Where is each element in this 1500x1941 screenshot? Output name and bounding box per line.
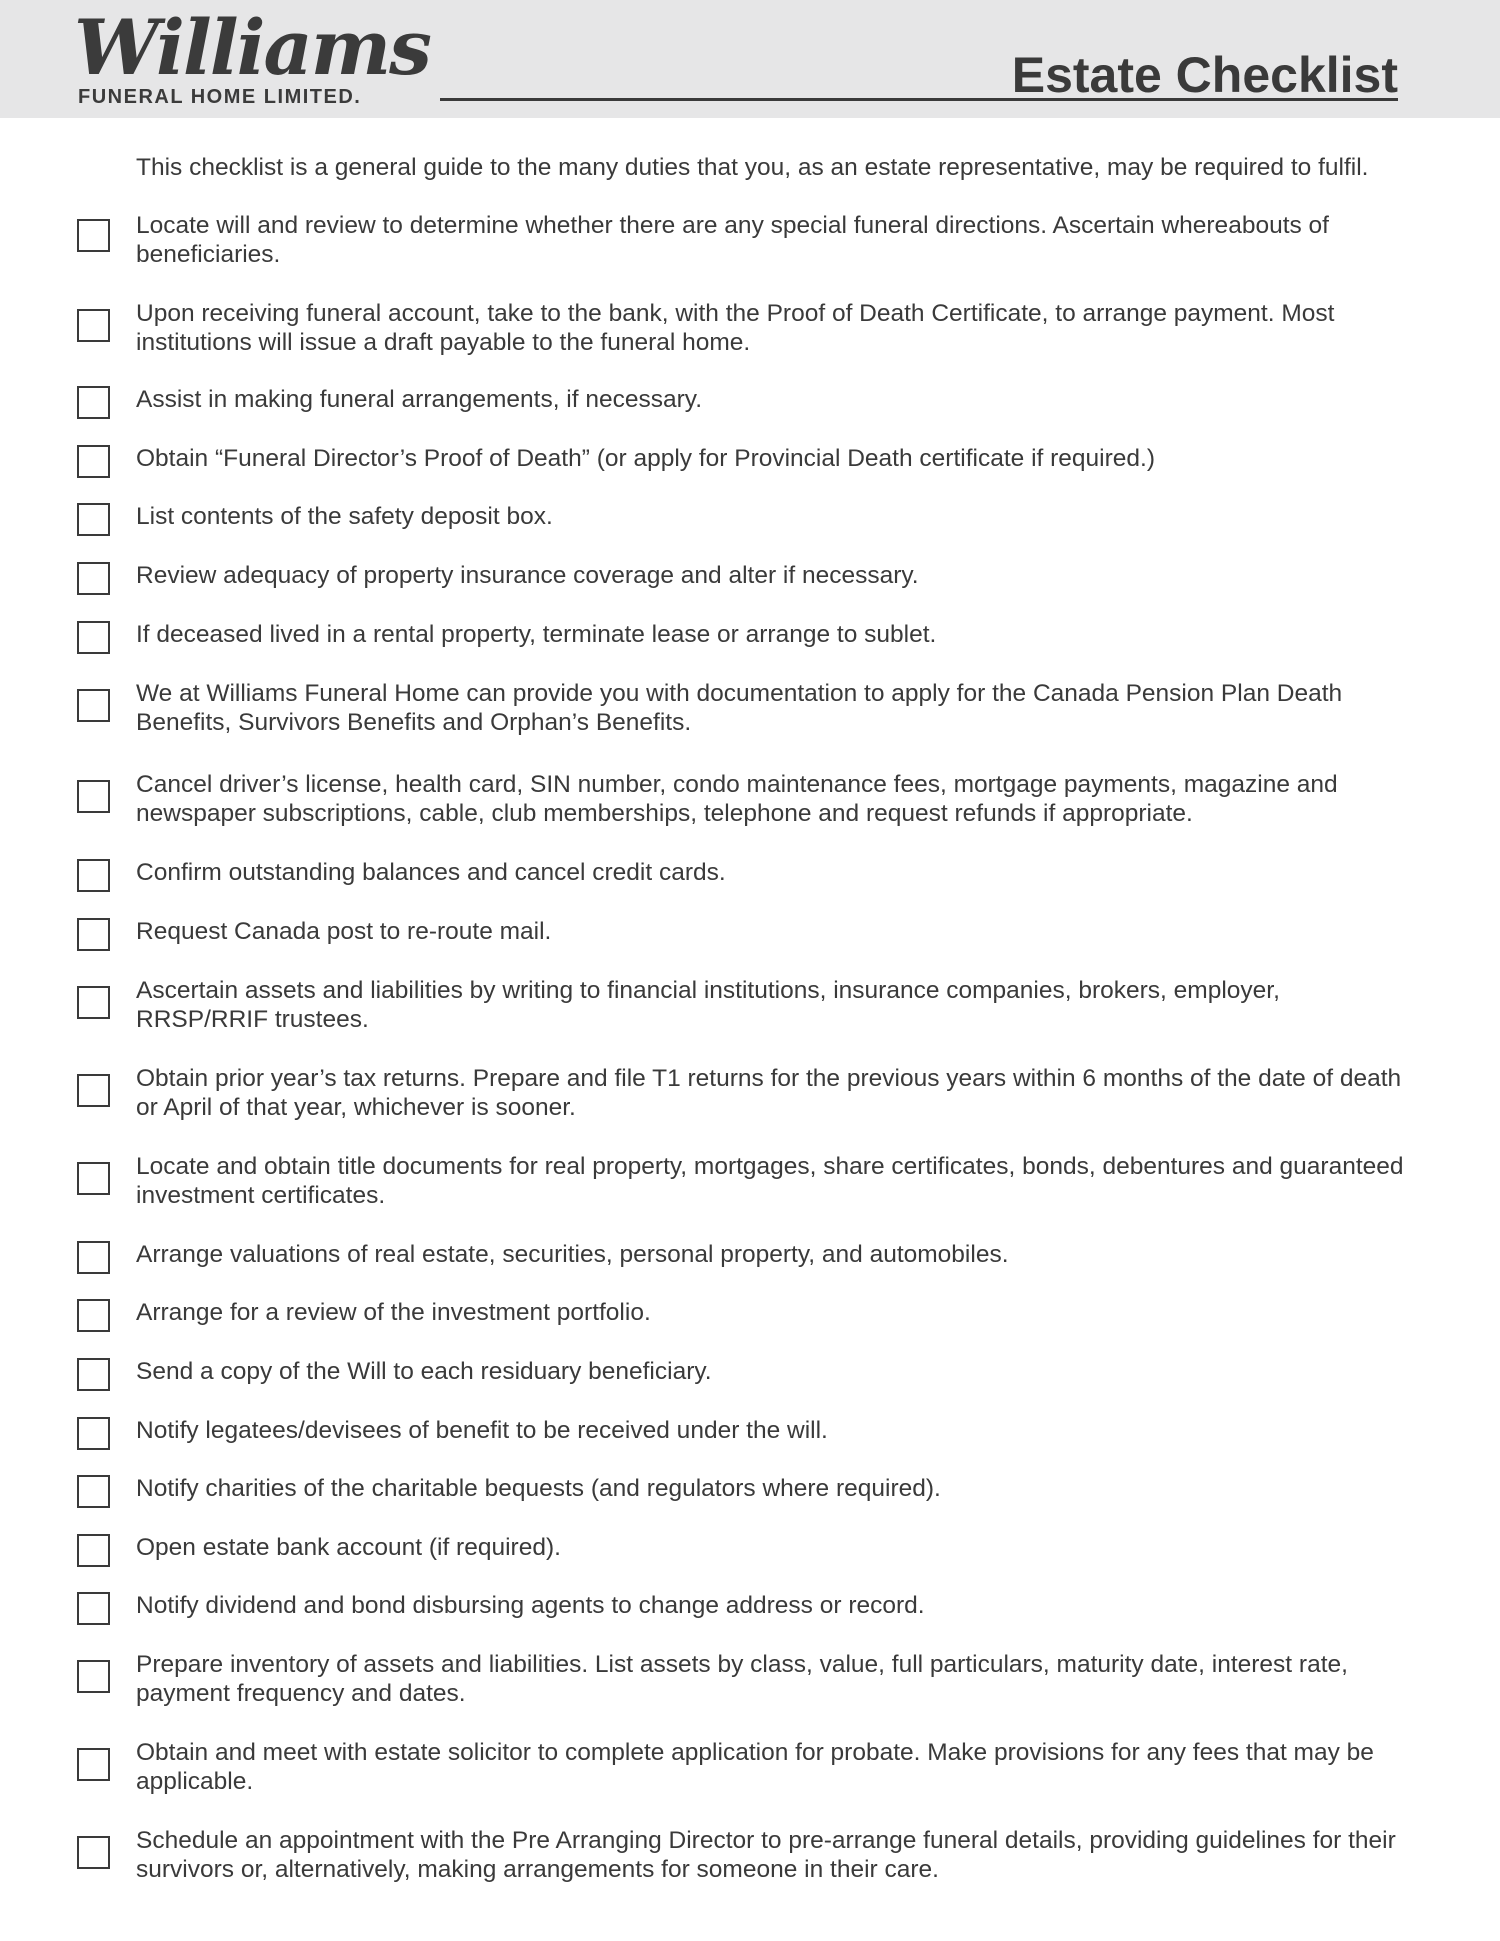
checklist-item-text: Arrange valuations of real estate, securities, personal property, and automobiles.: [136, 1241, 1009, 1268]
checklist-item-text: Notify legatees/devisees of benefit to be received under the will.: [136, 1417, 828, 1444]
checklist-item-text: Schedule an appointment with the Pre Arranging Director to pre-arrange funeral details, providing guidelines for their survivors or, alternatively, making arrangements for someone in their care.: [136, 1827, 1396, 1883]
checkbox[interactable]: [77, 386, 110, 419]
checkbox[interactable]: [77, 1358, 110, 1391]
checkbox[interactable]: [77, 219, 110, 252]
checklist-item-text: Obtain prior year’s tax returns. Prepare and file T1 returns for the previous years within 6 months of the date of death or April of that year, whichever is sooner.: [136, 1065, 1402, 1121]
checklist-item-text: Upon receiving funeral account, take to the bank, with the Proof of Death Certificate, to arrange payment. Most institutions will issue a draft payable to the funeral home.: [136, 300, 1335, 356]
checkbox[interactable]: [77, 1475, 110, 1508]
checkbox[interactable]: [77, 689, 110, 722]
intro-text: This checklist is a general guide to the many duties that you, as an estate representative, may be required to fulfil.: [136, 154, 1369, 181]
checkbox[interactable]: [77, 445, 110, 478]
checkbox[interactable]: [77, 309, 110, 342]
checklist-item-text: Open estate bank account (if required).: [136, 1534, 561, 1561]
checklist-item-text: We at Williams Funeral Home can provide you with documentation to apply for the Canada Pension Plan Death Benefits, Survivors Benefits and Orphan’s Benefits.: [136, 680, 1343, 736]
checklist-item-text: Prepare inventory of assets and liabilities. List assets by class, value, full particulars, maturity date, interest rate, payment frequency and dates.: [136, 1651, 1348, 1707]
checkbox[interactable]: [77, 562, 110, 595]
checkbox[interactable]: [77, 1417, 110, 1450]
checklist-item-text: Review adequacy of property insurance coverage and alter if necessary.: [136, 562, 919, 589]
checkbox[interactable]: [77, 621, 110, 654]
checkbox[interactable]: [77, 780, 110, 813]
checklist-item-text: If deceased lived in a rental property, terminate lease or arrange to sublet.: [136, 621, 937, 648]
checklist-item-text: Confirm outstanding balances and cancel credit cards.: [136, 859, 726, 886]
logo-script-wordmark: Williams: [74, 3, 430, 92]
checklist-item-text: Cancel driver’s license, health card, SIN number, condo maintenance fees, mortgage payments, magazine and newspaper subscriptions, cable, club memberships, telephone and request refunds if appropriate.: [136, 771, 1338, 827]
checkbox[interactable]: [77, 1162, 110, 1195]
checklist-item-text: Obtain “Funeral Director’s Proof of Death” (or apply for Provincial Death certificate if required.): [136, 445, 1155, 472]
checklist-item-text: Notify charities of the charitable bequests (and regulators where required).: [136, 1475, 941, 1502]
checklist-item-text: Arrange for a review of the investment portfolio.: [136, 1299, 651, 1326]
checklist-item-text: Locate and obtain title documents for real property, mortgages, share certificates, bonds, debentures and guaranteed investment certificates.: [136, 1153, 1404, 1209]
checkbox[interactable]: [77, 1241, 110, 1274]
page-title: Estate Checklist: [1011, 47, 1398, 103]
checkbox[interactable]: [77, 859, 110, 892]
checkbox[interactable]: [77, 503, 110, 536]
checkbox[interactable]: [77, 918, 110, 951]
checkbox[interactable]: [77, 1074, 110, 1107]
checklist-item-text: Obtain and meet with estate solicitor to complete application for probate. Make provisions for any fees that may be applicable.: [136, 1739, 1374, 1795]
checklist-item-text: Assist in making funeral arrangements, if necessary.: [136, 386, 703, 413]
checklist-item-text: Send a copy of the Will to each residuary beneficiary.: [136, 1358, 712, 1385]
checklist-item-text: Notify dividend and bond disbursing agents to change address or record.: [136, 1592, 925, 1619]
checklist-item-text: Ascertain assets and liabilities by writing to financial institutions, insurance companies, brokers, employer, RRSP/RRIF trustees.: [136, 977, 1280, 1033]
checkbox[interactable]: [77, 1836, 110, 1869]
logo-subtitle: FUNERAL HOME LIMITED.: [78, 86, 362, 108]
checklist-item-text: Locate will and review to determine whether there are any special funeral directions. Ascertain whereabouts of beneficiaries.: [136, 212, 1329, 268]
checkbox[interactable]: [77, 1299, 110, 1332]
checkbox[interactable]: [77, 1748, 110, 1781]
checkbox[interactable]: [77, 986, 110, 1019]
checklist-item-text: List contents of the safety deposit box.: [136, 503, 553, 530]
checklist-item-text: Request Canada post to re-route mail.: [136, 918, 552, 945]
checkbox[interactable]: [77, 1534, 110, 1567]
checkbox[interactable]: [77, 1660, 110, 1693]
checkbox[interactable]: [77, 1592, 110, 1625]
